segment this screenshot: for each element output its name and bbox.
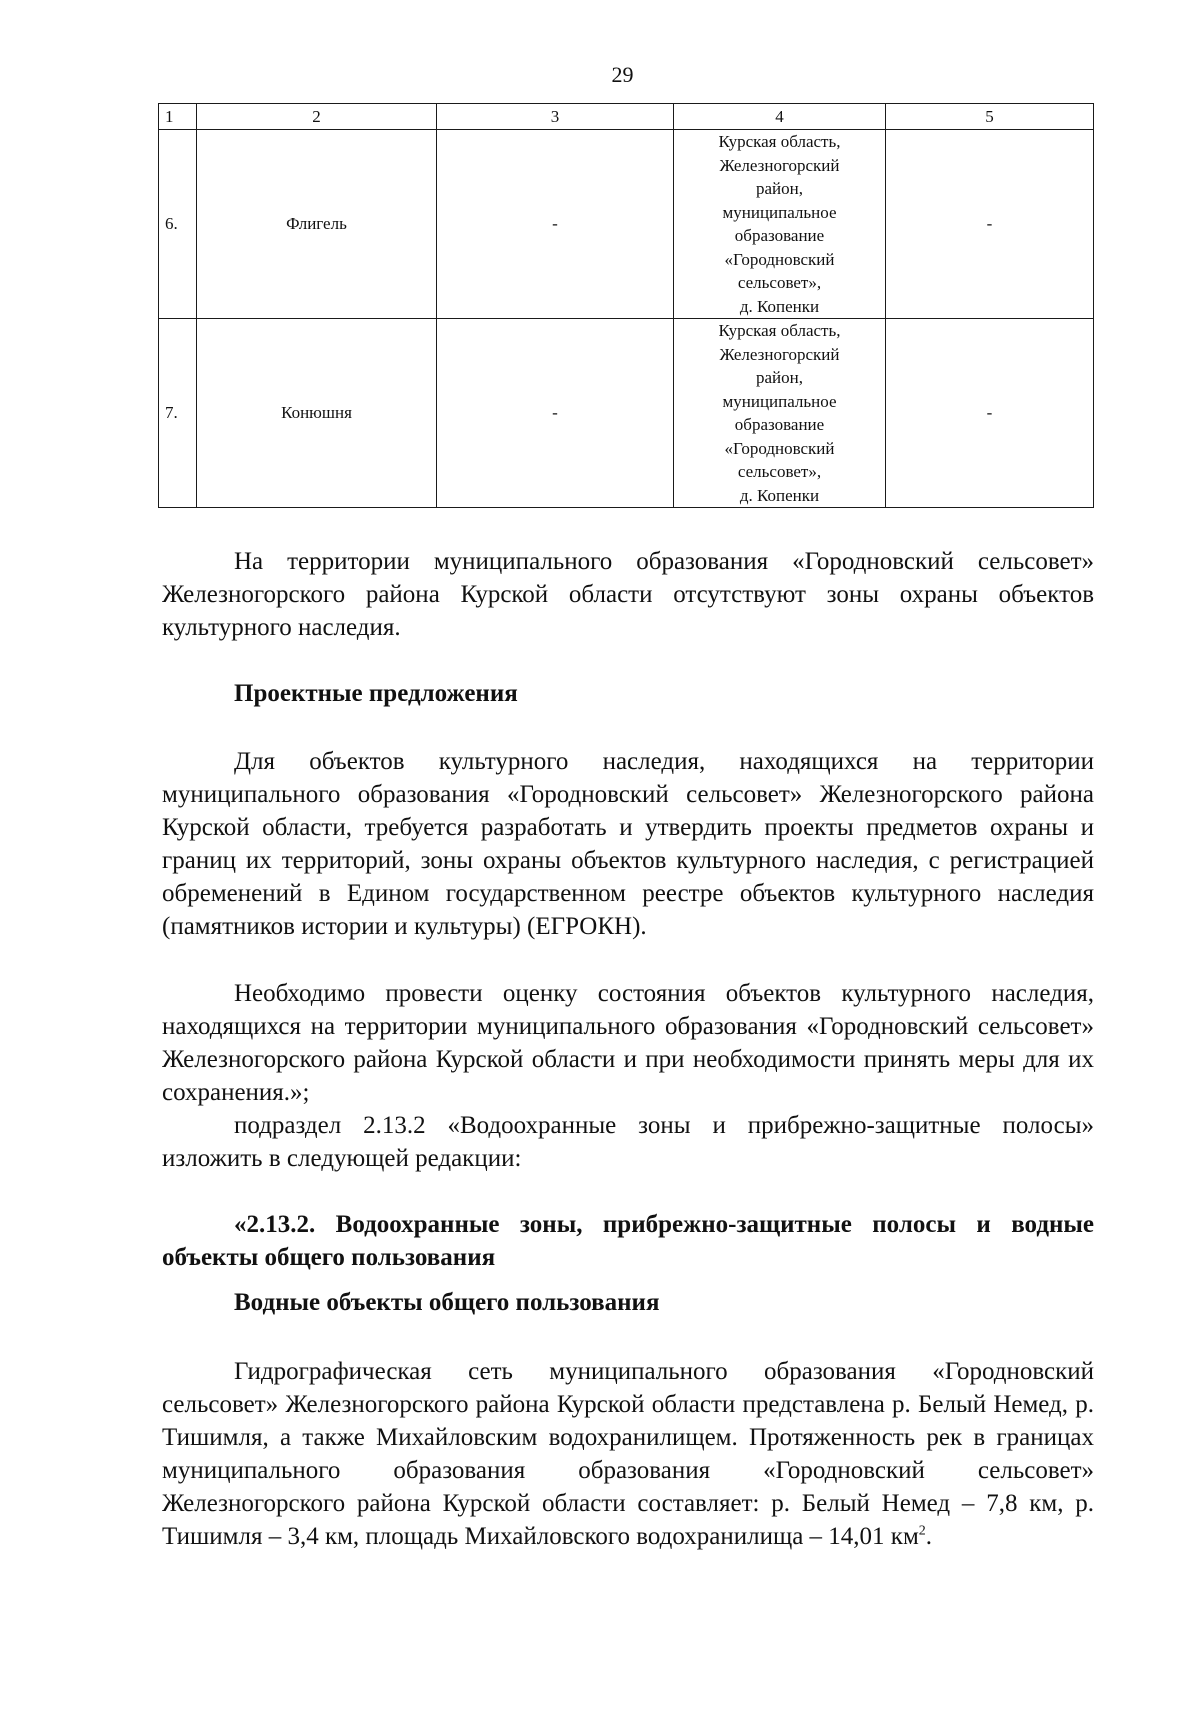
- object-name: Флигель: [197, 130, 437, 319]
- column-header: 2: [197, 104, 437, 130]
- cell-dash: -: [437, 319, 674, 508]
- table-row: [159, 319, 1094, 508]
- table-header-row: [159, 104, 1094, 130]
- location-line: «Городновский: [724, 249, 835, 269]
- superscript-squared: 2: [918, 1523, 926, 1539]
- object-location: [674, 319, 886, 508]
- location-line: д. Копенки: [739, 485, 820, 505]
- column-header: 3: [437, 104, 674, 130]
- cell-dash: -: [886, 130, 1094, 319]
- table-row: [159, 130, 1094, 319]
- object-name: Конюшня: [197, 319, 437, 508]
- paragraph-hydrographic-network: [162, 1355, 1094, 1553]
- page-number: 29: [611, 62, 634, 87]
- location-line: образование: [734, 415, 825, 434]
- heading-public-water-bodies: Водные объекты общего пользования: [234, 1289, 660, 1316]
- location-line: Курская область,: [718, 132, 841, 151]
- paragraph-no-protection-zones: На территории муниципального образования «Городновский сельсовет» Железногорского района Курской области отсутствуют зоны охраны объектов культурного наследия.: [162, 548, 1094, 641]
- heading-section-2-13-2: «2.13.2. Водоохранные зоны, прибрежно-защитные полосы и водные объекты общего пользования: [162, 1211, 1094, 1271]
- location-line: сельсовет»,: [737, 462, 822, 481]
- cell-dash: -: [886, 319, 1094, 508]
- object-location: [674, 130, 886, 319]
- location-line: сельсовет»,: [737, 273, 822, 292]
- cell-dash: -: [437, 130, 674, 319]
- column-header: 4: [674, 104, 886, 130]
- location-line: муниципальное: [722, 202, 837, 222]
- location-line: район,: [756, 368, 803, 387]
- sentence-end: .: [925, 1523, 933, 1550]
- location-line: д. Копенки: [739, 296, 820, 316]
- row-number: 6.: [159, 130, 197, 319]
- paragraph-requirements: Для объектов культурного наследия, находящихся на территории муниципального образования «Городновский сельсовет» Железногорского района Курской области, требуется разработать и утвердить проекты предметов охраны и границ их территорий, зоны охраны объектов культурного наследия, с регистрацией обременений в Едином государственном реестре объектов культурного наследия (памятников истории и культуры) (ЕГРОКН).: [162, 748, 1094, 940]
- location-line: Железногорский: [719, 155, 840, 175]
- location-line: муниципальное: [722, 391, 837, 411]
- paragraph-assessment: Необходимо провести оценку состояния объектов культурного наследия, находящихся на территории муниципального образования «Городновский сельсовет» Железногорского района Курской области и при необходимости принять меры для их сохранения.»;: [162, 980, 1094, 1106]
- heading-project-proposals: Проектные предложения: [234, 680, 518, 707]
- row-number: 7.: [159, 319, 197, 508]
- hydrographic-text: Гидрографическая сеть муниципального образования «Городновский сельсовет» Железногорского района Курской области представлена р. Белый Немед, р. Тишимля, а также Михайловским водохранилищем. Протяженность рек в границах муниципального образования образования «Городновский сельсовет» Железногорского района Курской области составляет: р. Белый Немед – 7,8 км, р. Тишимля – 3,4 км, площадь Михайловского водохранилища – 14,01 км: [162, 1358, 1094, 1550]
- heritage-objects-table: [158, 103, 1094, 508]
- paragraph-subsection-edit: подраздел 2.13.2 «Водоохранные зоны и прибрежно-защитные полосы» изложить в следующей редакции:: [162, 1112, 1094, 1172]
- location-line: район,: [756, 179, 803, 198]
- location-line: «Городновский: [724, 438, 835, 458]
- location-line: Железногорский: [719, 344, 840, 364]
- column-header: 5: [886, 104, 1094, 130]
- location-line: образование: [734, 226, 825, 245]
- location-line: Курская область,: [718, 321, 841, 340]
- column-header: 1: [159, 104, 197, 130]
